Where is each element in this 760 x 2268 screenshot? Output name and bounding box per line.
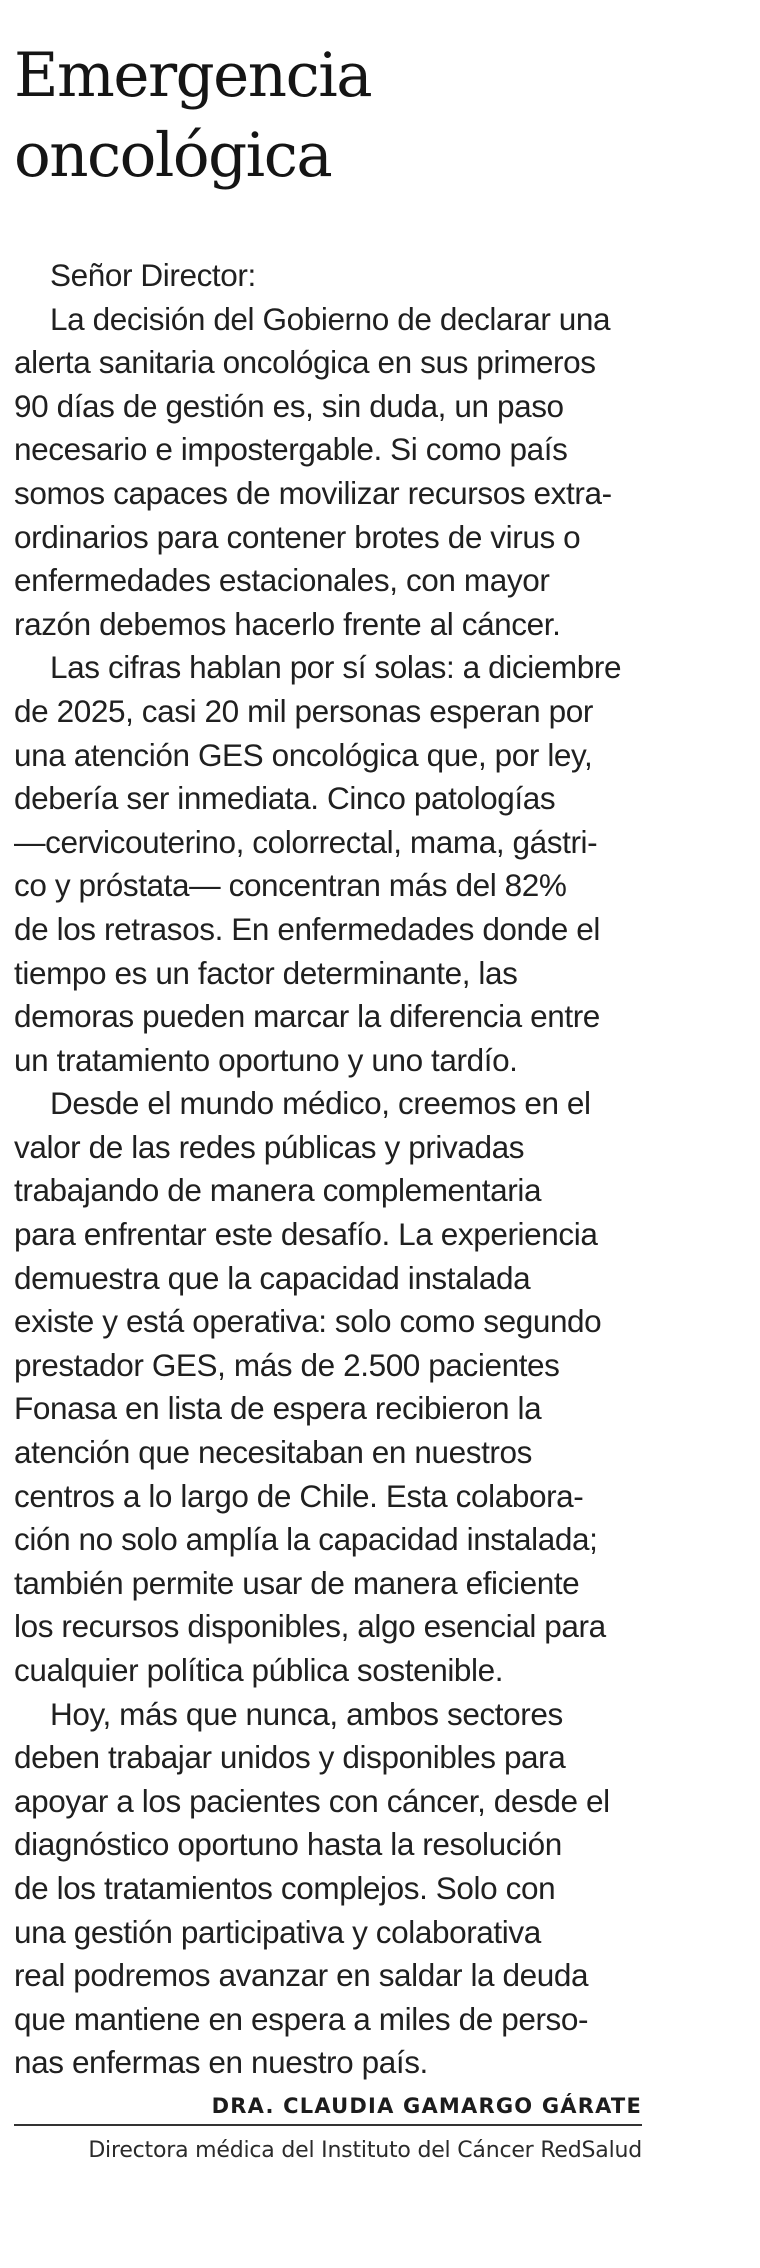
body-line: 90 días de gestión es, sin duda, un paso <box>14 387 564 424</box>
body-line: de los tratamientos complejos. Solo con <box>14 1869 556 1906</box>
body-line: nas enfermas en nuestro país. <box>14 2044 428 2081</box>
letter-title <box>14 36 734 196</box>
body-line: Las cifras hablan por sí solas: a diciembre <box>50 649 622 686</box>
body-line: Fonasa en lista de espera recibieron la <box>14 1390 542 1427</box>
body-line: enfermedades estacionales, con mayor <box>14 562 550 599</box>
body-line: centros a lo largo de Chile. Esta colabora- <box>14 1477 584 1514</box>
body-line: diagnóstico oportuno hasta la resolución <box>14 1826 562 1863</box>
title-line: oncológica <box>14 120 332 191</box>
body-line: de 2025, casi 20 mil personas esperan por <box>14 692 593 729</box>
body-line: un tratamiento oportuno y uno tardío. <box>14 1041 518 1078</box>
body-line: necesario e impostergable. Si como país <box>14 431 568 468</box>
body-line: debería ser inmediata. Cinco patologías <box>14 780 556 817</box>
body-line: una gestión participativa y colaborativa <box>14 1913 541 1950</box>
body-line: demuestra que la capacidad instalada <box>14 1259 531 1296</box>
body-line: —cervicouterino, colorrectal, mama, gástri- <box>14 823 598 860</box>
body-line: co y próstata— concentran más del 82% <box>14 867 567 904</box>
body-paragraphs <box>14 298 644 2085</box>
body-line: tiempo es un factor determinante, las <box>14 954 518 991</box>
body-line: para enfrentar este desafío. La experiencia <box>14 1216 598 1253</box>
body-line: una atención GES oncológica que, por ley, <box>14 736 593 773</box>
body-line: Desde el mundo médico, creemos en el <box>50 1085 591 1122</box>
body-line: de los retrasos. En enfermedades donde el <box>14 910 600 947</box>
body-line: también permite usar de manera eficiente <box>14 1564 580 1601</box>
body-line: demoras pueden marcar la diferencia entre <box>14 998 600 1035</box>
body-line: atención que necesitaban en nuestros <box>14 1434 532 1471</box>
body-line: Hoy, más que nunca, ambos sectores <box>50 1695 563 1732</box>
body-line: deben trabajar unidos y disponibles para <box>14 1739 566 1776</box>
body-line: cualquier política pública sostenible. <box>14 1652 504 1688</box>
body-line: trabajando de manera complementaria <box>14 1172 542 1209</box>
salutation: Señor Director: <box>50 257 256 293</box>
body-line: apoyar a los pacientes con cáncer, desde el <box>14 1782 610 1819</box>
body-line: razón debemos hacerlo frente al cáncer. <box>14 605 561 642</box>
body-line: La decisión del Gobierno de declarar una <box>50 300 611 337</box>
body-line: valor de las redes públicas y privadas <box>14 1128 525 1165</box>
body-line: existe y está operativa: solo como segundo <box>14 1303 602 1340</box>
author-role: Directora médica del Instituto del Cáncer RedSalud <box>88 2138 642 2163</box>
author-signature: DRA. CLAUDIA GAMARGO GÁRATE <box>14 2094 642 2126</box>
body-line: alerta sanitaria oncológica en sus primeros <box>14 344 596 381</box>
body-line: que mantiene en espera a miles de perso- <box>14 2000 589 2037</box>
body-line: ordinarios para contener brotes de virus o <box>14 518 581 555</box>
body-line: prestador GES, más de 2.500 pacientes <box>14 1346 560 1383</box>
title-line: Emergencia <box>14 40 372 111</box>
body-line: somos capaces de movilizar recursos extra- <box>14 474 612 511</box>
body-line: real podremos avanzar en saldar la deuda <box>14 1957 589 1994</box>
body-line: los recursos disponibles, algo esencial para <box>14 1608 606 1645</box>
letter-body <box>14 254 644 2085</box>
body-line: ción no solo amplía la capacidad instalada; <box>14 1521 598 1558</box>
